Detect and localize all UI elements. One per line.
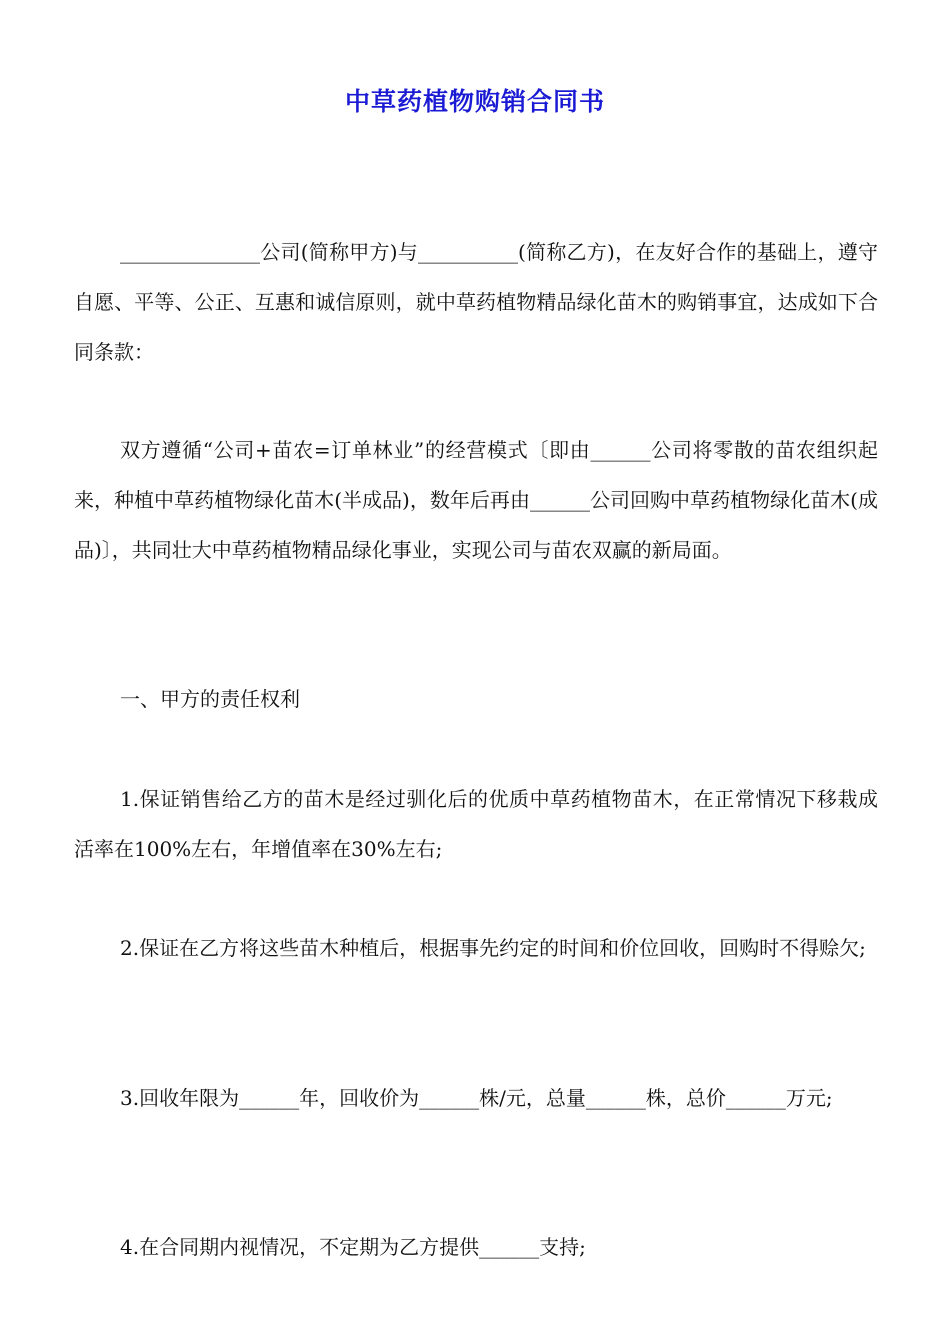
clause-2: 2.保证在乙方将这些苗木种植后，根据事先约定的时间和价位回收，回购时不得赊欠;: [120, 936, 866, 960]
clause-3: 3.回收年限为______年，回收价为______株/元，总量______株，总价______万元;: [120, 1086, 833, 1110]
clause-4: 4.在合同期内视情况，不定期为乙方提供______支持;: [120, 1235, 586, 1259]
section-heading-party-a: 一、甲方的责任权利: [120, 687, 300, 711]
clause-1: 1.保证销售给乙方的苗木是经过驯化后的优质中草药植物苗木，在正常情况下移栽成活率在100%左右，年增值率在30%左右;: [74, 787, 878, 861]
intro-paragraph: ______________公司(简称甲方)与__________(简称乙方)，在友好合作的基础上，遵守自愿、平等、公正、互惠和诚信原则，就中草药植物精品绿化苗木的购销事宜，达成如下合同条款：: [74, 240, 878, 364]
document-title: 中草药植物购销合同书: [344, 87, 605, 116]
business-model-paragraph: 双方遵循“公司+苗农=订单林业”的经营模式〔即由______公司将零散的苗农组织起来，种植中草药植物绿化苗木(半成品)，数年后再由______公司回购中草药植物绿化苗木(成品)〕，共同壮大中草药植物精品绿化事业，实现公司与苗农双赢的新局面。: [74, 438, 878, 562]
